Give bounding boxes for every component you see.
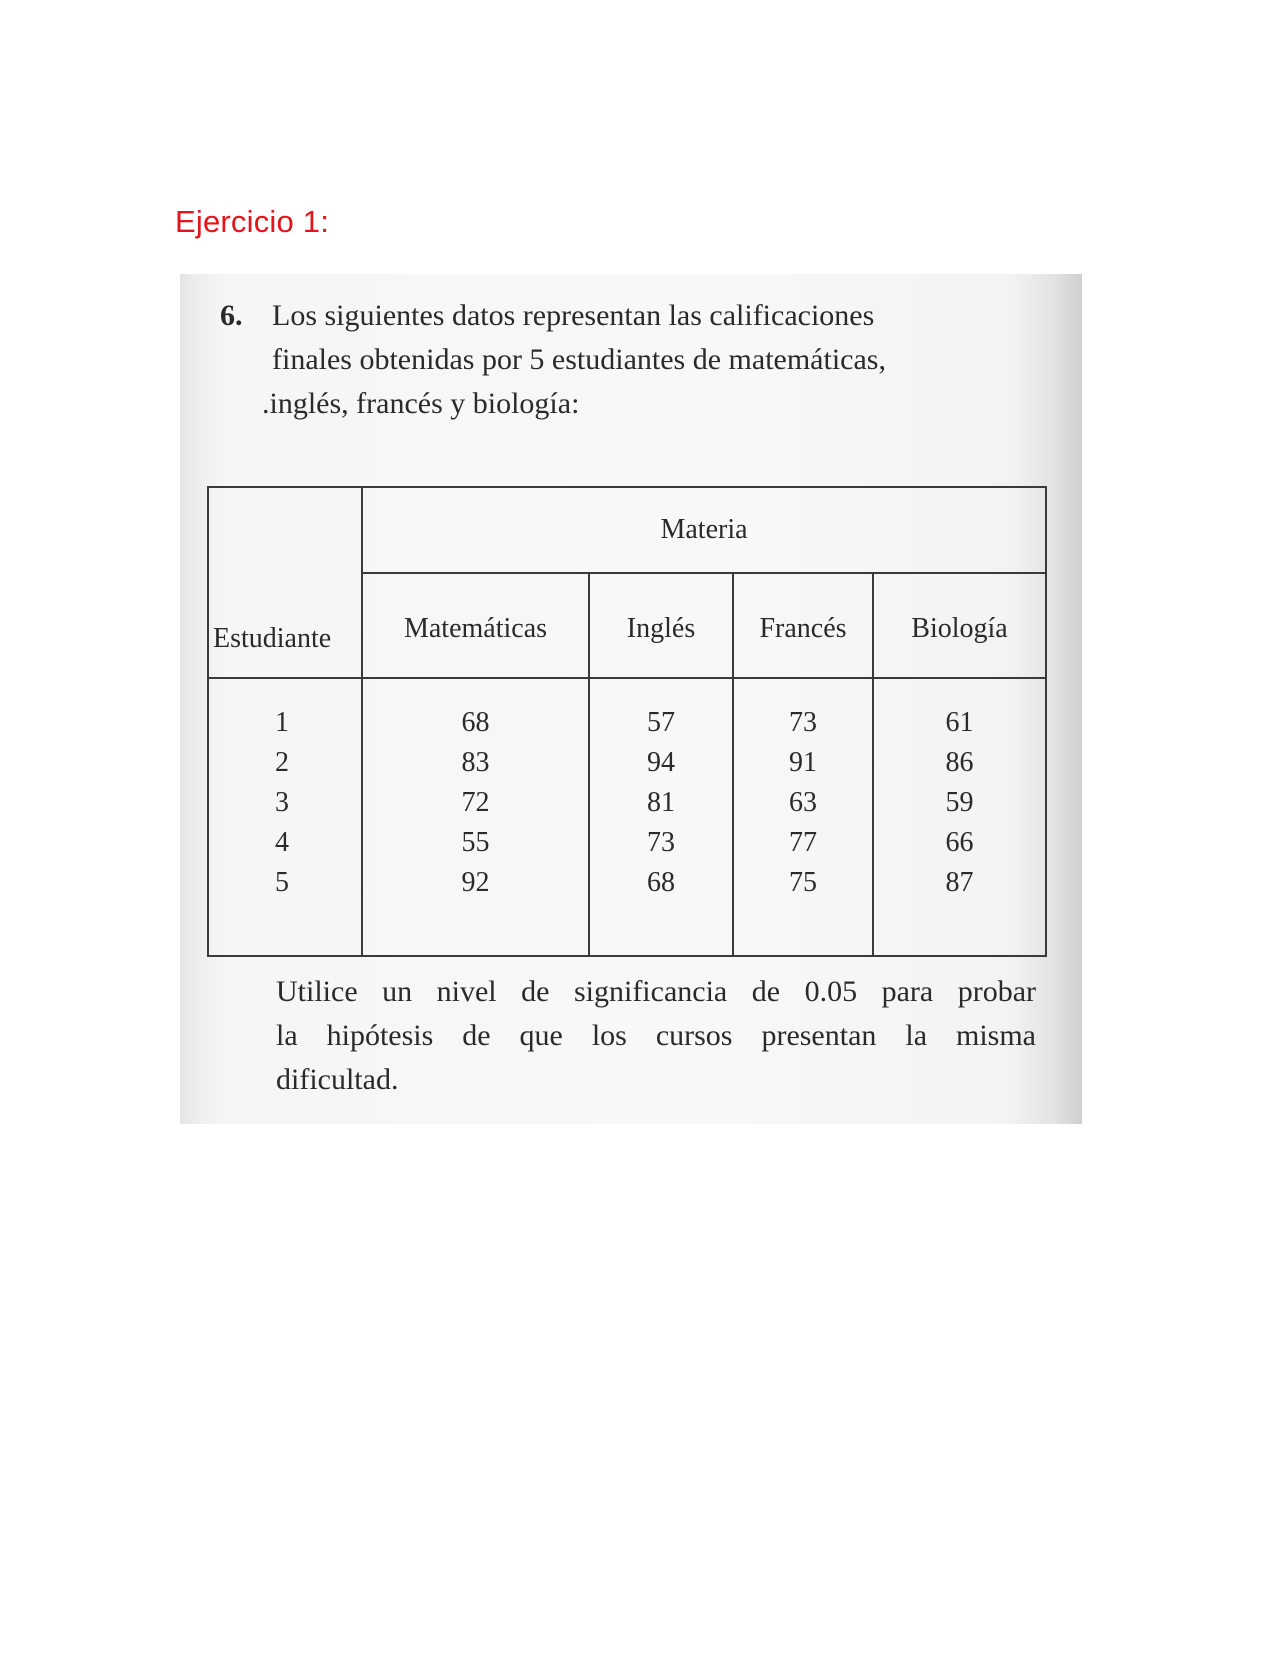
- grade-cell: 77: [789, 827, 817, 858]
- grade-cell: 91: [789, 747, 817, 778]
- grades-table: [207, 486, 1047, 957]
- problem-line-2: finales obtenidas por 5 estudiantes de matemáticas,: [272, 343, 886, 376]
- problem-line-3: .inglés, francés y biología:: [262, 387, 580, 420]
- grade-cell: 73: [789, 707, 817, 738]
- instruction-line-3: dificultad.: [276, 1063, 399, 1096]
- grade-cell: 72: [461, 787, 490, 818]
- column-header-ingles: Inglés: [589, 573, 733, 678]
- instruction-line-2: la hipótesis de que los cursos presentan la misma: [276, 1019, 1036, 1052]
- grade-cell: 57: [647, 707, 675, 738]
- instruction-text: [276, 970, 1036, 1102]
- student-id: 3: [275, 787, 289, 818]
- student-id: 1: [275, 707, 289, 738]
- instruction-line-1: Utilice un nivel de significancia de 0.05 para probar: [276, 975, 1036, 1008]
- biologia-column: [873, 678, 1046, 956]
- student-id: 5: [275, 867, 289, 898]
- grade-cell: 68: [461, 707, 490, 738]
- grade-cell: 92: [461, 867, 490, 898]
- column-header-biologia: Biología: [873, 573, 1046, 678]
- student-column: [208, 678, 362, 956]
- grade-cell: 81: [647, 787, 675, 818]
- grade-cell: 75: [789, 867, 817, 898]
- student-id: 2: [275, 747, 289, 778]
- grade-cell: 73: [647, 827, 675, 858]
- grade-cell: 86: [945, 747, 974, 778]
- frances-column: [733, 678, 873, 956]
- problem-line-1: [220, 294, 1070, 338]
- problem-text-line: Los siguientes datos representan las calificaciones: [272, 299, 875, 332]
- grade-cell: 87: [945, 867, 974, 898]
- grade-cell: 83: [461, 747, 490, 778]
- grade-cell: 94: [647, 747, 675, 778]
- row-header-estudiante: Estudiante: [208, 487, 362, 678]
- problem-number: 6.: [220, 299, 243, 332]
- matematicas-column: [362, 678, 589, 956]
- grade-cell: 68: [647, 867, 675, 898]
- ingles-column: [589, 678, 733, 956]
- grade-cell: 59: [945, 787, 974, 818]
- column-header-frances: Francés: [733, 573, 873, 678]
- problem-statement: [220, 294, 1070, 426]
- group-header-materia: Materia: [362, 487, 1046, 573]
- grade-cell: 66: [945, 827, 974, 858]
- column-header-matematicas: Matemáticas: [362, 573, 589, 678]
- grade-cell: 61: [945, 707, 974, 738]
- student-id: 4: [275, 827, 289, 858]
- scanned-textbook-excerpt: [180, 274, 1082, 1124]
- grade-cell: 63: [789, 787, 817, 818]
- exercise-heading: Ejercicio 1:: [175, 204, 330, 239]
- grade-cell: 55: [461, 827, 490, 858]
